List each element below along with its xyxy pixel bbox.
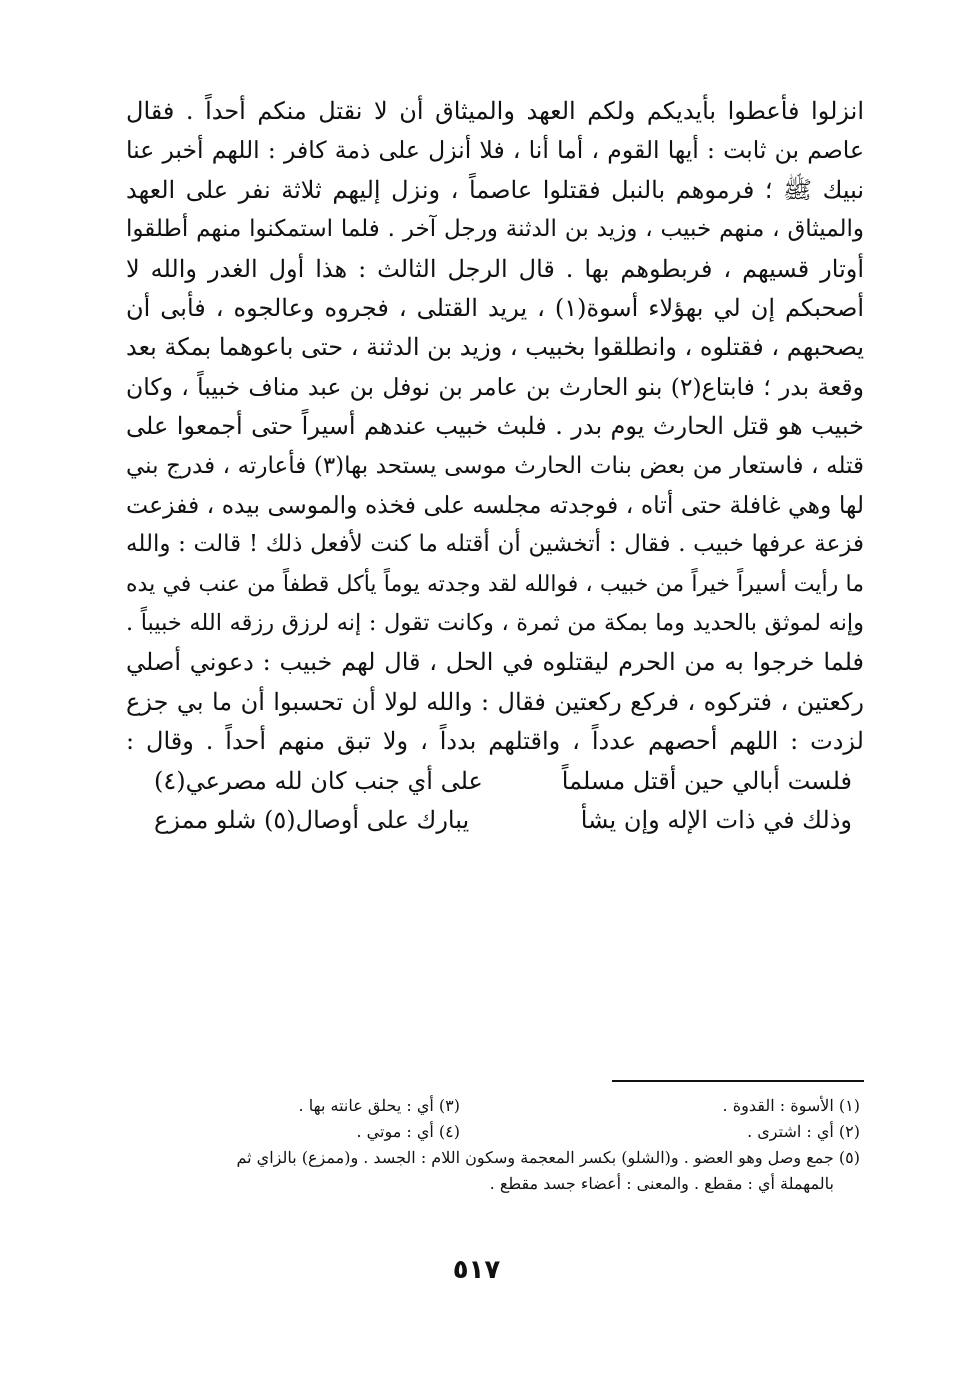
text-line: يصحبهم ، فقتلوه ، وانطلقوا بخبيب ، وزيد بن الدثنة ، حتى باعوهما بمكة بعد (126, 333, 864, 362)
footnote-1: (١) الأسوة : القدوة . (722, 1096, 860, 1115)
page-number: ٥١٧ (452, 1255, 501, 1285)
verse-second-hemistich: على أي جنب كان لله مصرعي(٤) (154, 766, 483, 795)
footnote-5: (٥) جمع وصل وهو العضو . و(الشلو) بكسر المعجمة وسكون اللام : الجسد . و(ممزع) بالزاي ثم (236, 1148, 860, 1167)
text-line: فزعة عرفها خبيب . فقال : أتخشين أن أقتله ما كنت لأفعل ذلك ! قالت : والله (126, 531, 864, 558)
text-line: ما رأيت أسيراً خيراً من خبيب ، فوالله لقد وجدته يوماً يأكل قطفاً من عنب في يده (126, 571, 864, 597)
text-line: لها وهي غافلة حتى أتاه ، فوجدته مجلسه على فخذه والموسى بيده ، ففزعت (126, 490, 864, 519)
text-line: لزدت : اللهم أحصهم عدداً ، واقتلهم بدداً ، ولا تبق منهم أحداً . وقال : (126, 727, 864, 756)
text-line: نبيك ﷺ ؛ فرموهم بالنبل فقتلوا عاصماً ، ونزل إليهم ثلاثة نفر على العهد (126, 175, 864, 204)
text-line: ركعتين ، فتركوه ، فركع ركعتين فقال : والله لولا أن تحسبوا أن ما بي جزع (126, 687, 864, 716)
footnote-separator (612, 1080, 864, 1082)
footnote-4: (٤) أي : موتي . (356, 1122, 460, 1141)
footnote-row (170, 1119, 860, 1145)
footnote-row (170, 1093, 860, 1119)
text-line: وقعة بدر ؛ فابتاع(٢) بنو الحارث بن عامر بن نوفل بن عبد مناف خبيباً ، وكان (126, 372, 864, 401)
text-line: خبيب هو قتل الحارث يوم بدر . فلبث خبيب عندهم أسيراً حتى أجمعوا على (126, 412, 864, 441)
text-line: والميثاق ، منهم خبيب ، وزيد بن الدثنة ورجل آخر . فلما استمكنوا منهم أطلقوا (126, 216, 864, 243)
footnote-3: (٣) أي : يحلق عانته بها . (298, 1096, 460, 1115)
verse-first-hemistich: فلست أبالي حين أقتل مسلماً (561, 766, 852, 795)
footnote-5-continued: بالمهملة أي : مقطع . والمعنى : أعضاء جسد مقطع . (489, 1174, 834, 1193)
verse-first-hemistich: وذلك في ذات الإله وإن يشأ (580, 806, 852, 835)
text-line: عاصم بن ثابت : أيها القوم ، أما أنا ، فلا أنزل على ذمة كافر : اللهم أخبر عنا (126, 136, 864, 165)
poem-verse (126, 801, 864, 840)
text-line: وإنه لموثق بالحديد وما بمكة من ثمرة ، وكانت تقول : إنه لرزق رزقه الله خبيباً . (126, 610, 864, 637)
footnote-2: (٢) أي : اشترى . (747, 1122, 860, 1141)
text-line: انزلوا فأعطوا بأيديكم ولكم العهد والميثاق أن لا نقتل منكم أحداً . فقال (126, 97, 864, 125)
text-line: قتله ، فاستعار من بعض بنات الحارث موسى يستحد بها(٣) فأعارته ، فدرج بني (126, 452, 864, 479)
main-text (126, 92, 864, 840)
text-line: أوتار قسيهم ، فربطوهم بها . قال الرجل الثالث : هذا أول الغدر والله لا (126, 254, 864, 283)
verse-second-hemistich: يبارك على أوصال(٥) شلو ممزع (154, 806, 470, 835)
footnotes (170, 1093, 860, 1197)
poem-verse (126, 762, 864, 801)
text-line: فلما خرجوا به من الحرم ليقتلوه في الحل ، قال لهم خبيب : دعوني أصلي (126, 648, 864, 677)
text-line: أصحبكم إن لي بهؤلاء أسوة(١) ، يريد القتلى ، فجروه وعالجوه ، فأبى أن (126, 293, 864, 322)
